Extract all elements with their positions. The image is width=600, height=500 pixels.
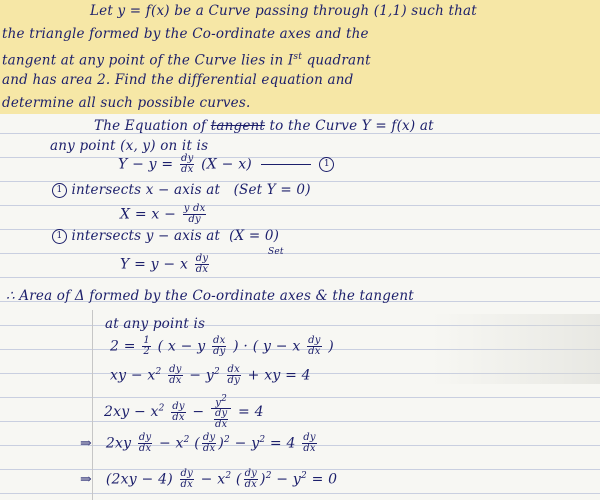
frac-den: dx [180, 479, 193, 491]
frac-num: dy [202, 432, 216, 444]
reference-tag-1: 1 [52, 183, 67, 198]
eq1-rhs: (X − x) [201, 156, 252, 173]
frac-den: dy [188, 214, 201, 225]
eq7-part-d: = 4 [269, 435, 296, 452]
frac-den: dx [181, 164, 194, 175]
frac-den: dx [244, 479, 258, 491]
frac-den: dx [169, 375, 182, 387]
underline-rule [261, 164, 311, 165]
frac-den: dx [202, 443, 216, 455]
struck-word-tangent: tangent [210, 118, 266, 134]
eq1-lhs: Y − y = [118, 156, 174, 173]
eq8-part-b: − x [200, 471, 226, 488]
frac-den: dy [212, 346, 226, 357]
solution-line-1-rest: to the Curve Y = f(x) at [269, 118, 434, 134]
dy-dx-fraction-2 [195, 254, 209, 275]
frac-num: dy [181, 153, 194, 164]
eq8-part-a: (2xy − 4) [105, 471, 173, 488]
square-exponent: 2 [265, 471, 272, 481]
dy-dx-fraction-4 [168, 365, 182, 386]
frac-num: dy [138, 432, 152, 444]
eq6-part-a: 2xy − x [104, 404, 159, 421]
solution-equation-of: Equation of [124, 118, 207, 134]
dy-dx-fraction-6 [138, 433, 152, 454]
frac-den: dy [227, 375, 240, 387]
frac-den: 2 [143, 346, 150, 357]
bleed-through-shadow [432, 314, 600, 384]
equation-x-intercept [120, 204, 208, 225]
intersect-x-text: intersects x − axis at [71, 182, 221, 198]
eq3-lhs: Y = y − x [120, 256, 189, 273]
frac-num: dx [227, 364, 240, 376]
frac-den: dx [303, 443, 316, 455]
dx-dy-fraction [212, 336, 226, 357]
solution-line-2: any point (x, y) on it is [50, 138, 209, 154]
eq4-part-b: ) · ( y − x [233, 338, 301, 355]
dy-dx-fraction-3 [307, 336, 321, 357]
dy-dx-fraction-8 [302, 433, 316, 454]
y-dx-dy-fraction [183, 204, 207, 225]
problem-line-2: the triangle formed by the Co-ordinate axes and the [2, 26, 369, 42]
frac-num: dy [303, 432, 316, 444]
eq8-part-c: − y [276, 471, 301, 488]
frac-den: dx [214, 419, 228, 431]
dx-dy-fraction-2 [227, 365, 241, 386]
frac-num: dy [308, 335, 321, 346]
problem-line-3-text: tangent at any point of the Curve lies in I [2, 52, 294, 69]
eq6-rhs: = 4 [238, 404, 264, 421]
equation-tangent [118, 154, 334, 175]
frac-den: dx [195, 264, 209, 275]
frac-num: dy [172, 400, 185, 412]
eq8-part-d: = 0 [311, 471, 338, 488]
equation-step-6 [104, 394, 264, 430]
dy-dx-fraction [180, 154, 194, 175]
ordinal-suffix: st [293, 52, 303, 62]
problem-line-3 [2, 49, 371, 69]
eq7-part-b: − x [158, 435, 184, 452]
intersect-x-line [52, 182, 311, 198]
frac-num: dy [195, 253, 209, 264]
intersect-y-line [52, 228, 279, 244]
nested-dy-dx [214, 409, 228, 430]
eq4-part-a: ( x − y [157, 338, 206, 355]
solution-word-the: The [94, 118, 121, 134]
half-fraction [142, 336, 151, 357]
square-exponent: 2 [183, 435, 190, 445]
y-term: y [215, 397, 222, 409]
eq6-minus: − [192, 404, 205, 421]
eq2-lhs: X = x − [120, 206, 177, 223]
problem-line-4: and has area 2. Find the differential equation and [2, 72, 354, 88]
equation-step-7: ⇒ 2xy $\frac{dy}{dx}$ − $x^2$ ( $\frac{dy}{dx}$ )$^2 - y^2 = 4$ $\frac{dy}{dx}$ [80, 432, 316, 455]
equation-step-8: ⇒ (2xy − 4) $\frac{dy}{dx}$ − $x^2$ ( $\frac{dy}{dx}$ )$^2 - y^2 = 0$ [80, 468, 338, 491]
equation-area [110, 336, 334, 357]
eq4-part-c: ) [328, 338, 334, 355]
set-subscript: Set [268, 247, 284, 257]
reference-tag-1b: 1 [52, 229, 67, 244]
square-exponent: 2 [158, 403, 165, 414]
intersect-y-text: intersects y − axis at [71, 228, 221, 244]
eq5-part-c: + xy = 4 [247, 367, 311, 384]
dy-dx-fraction-10 [244, 469, 258, 490]
frac-num [211, 394, 231, 409]
square-exponent: 2 [225, 471, 232, 481]
set-y-zero-note: (Set Y = 0) [233, 182, 311, 198]
problem-line-5: determine all such possible curves. [2, 95, 251, 111]
solution-line-1 [94, 118, 434, 134]
eq5-part-a: xy − x [110, 367, 156, 384]
eq4-lhs: 2 = [110, 338, 136, 355]
frac-num: dx [212, 335, 226, 346]
eq7-part-c: − y [234, 435, 260, 452]
square-exponent: 2 [221, 394, 228, 404]
dy-dx-fraction-9 [180, 469, 194, 490]
area-line: ∴ Area of Δ formed by the Co-ordinate axes & the tangent [6, 288, 414, 304]
eq5-part-b: − y [189, 367, 214, 384]
frac-den: dx [172, 411, 185, 423]
frac-den: dx [308, 346, 321, 357]
implies-arrow-icon: ⇒ [80, 471, 92, 488]
implies-arrow-icon: ⇒ [80, 435, 92, 452]
frac-num: dy [169, 364, 182, 376]
problem-line-3-end: quadrant [306, 52, 371, 69]
frac-num: dy [244, 468, 258, 480]
dy-dx-fraction-5 [171, 402, 185, 423]
square-exponent: 2 [213, 367, 220, 377]
frac-num: 1 [143, 335, 150, 346]
y2-over-dydx-fraction [211, 394, 231, 430]
square-exponent: 2 [259, 435, 266, 445]
square-exponent: 2 [155, 367, 162, 377]
square-exponent: 2 [301, 471, 307, 481]
frac-num: dy [180, 468, 193, 480]
dy-dx-fraction-7 [202, 433, 216, 454]
problem-line-1: Let y = f(x) be a Curve passing through (1,1) such that [90, 3, 477, 19]
frac-den: dx [138, 443, 152, 455]
eq7-part-a: 2xy [105, 435, 132, 452]
area-line-2: at any point is [105, 316, 206, 332]
frac-num: y dx [183, 203, 206, 214]
frac-num: dy [214, 408, 228, 420]
equation-expanded [110, 364, 311, 386]
square-exponent: 2 [224, 435, 230, 445]
equation-tag-1: 1 [319, 157, 334, 172]
set-x-zero-note: (X = 0) [229, 228, 280, 244]
frac-den [211, 409, 231, 430]
equation-y-intercept [120, 254, 211, 275]
